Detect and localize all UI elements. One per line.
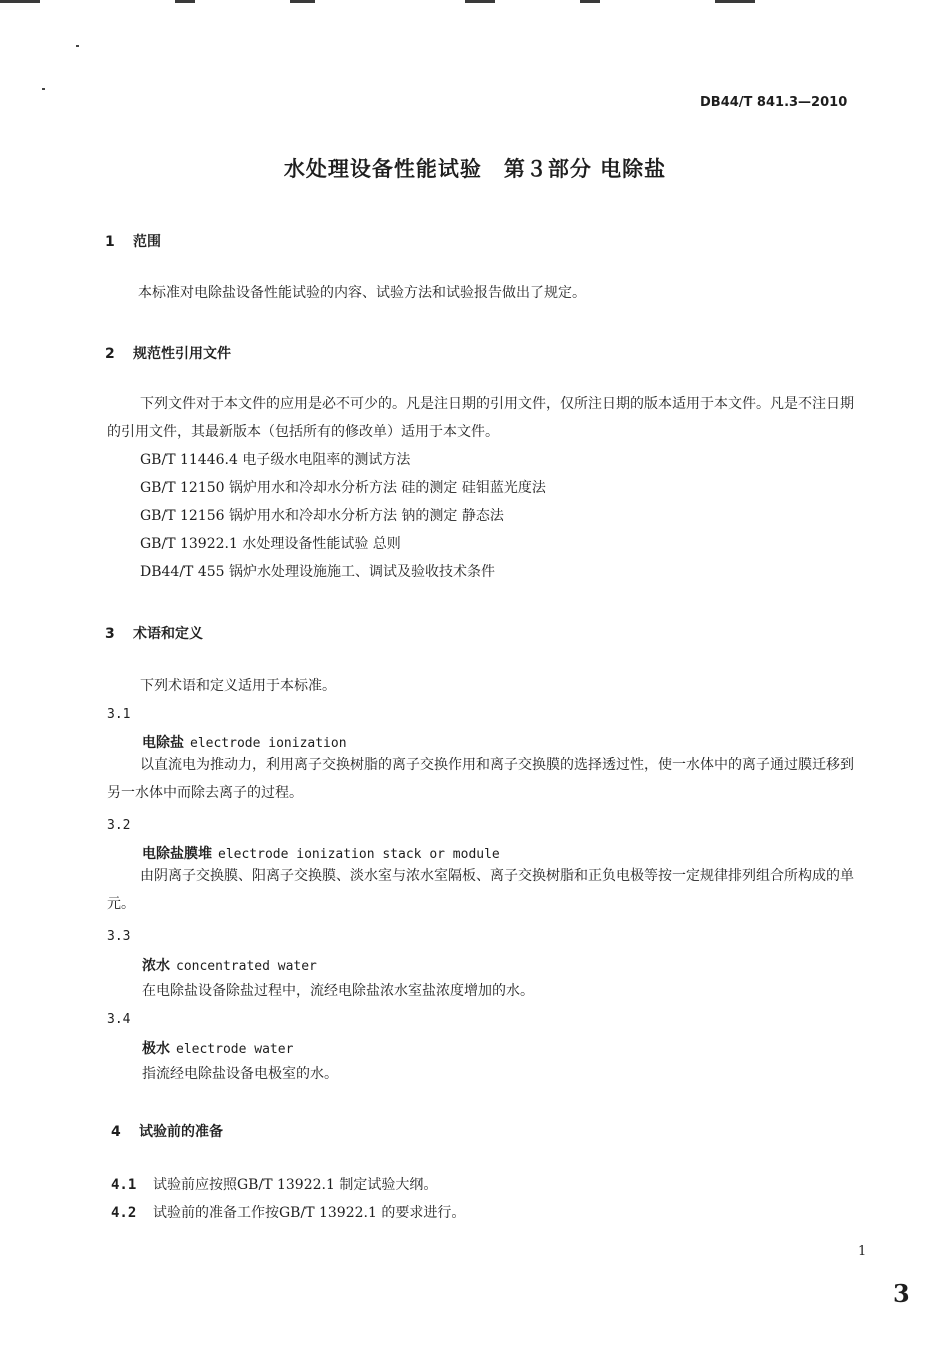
term-definition: 由阴离子交换膜、阳离子交换膜、淡水室与浓水室隔板、离子交换树脂和正负电极等按一定规律排列组合所构成的单元。 bbox=[107, 868, 854, 912]
section-number: 4 bbox=[111, 1124, 121, 1140]
section-number: 3 bbox=[105, 626, 115, 642]
section-number: 1 bbox=[105, 234, 115, 250]
section-2-heading bbox=[105, 343, 231, 363]
term-definition: 指流经电除盐设备电极室的水。 bbox=[142, 1066, 338, 1082]
section-title: 试验前的准备 bbox=[139, 1124, 223, 1140]
scan-speck bbox=[42, 88, 45, 90]
term-title bbox=[142, 1038, 293, 1058]
term-title bbox=[142, 955, 317, 975]
term-definition: 以直流电为推动力，利用离子交换树脂的离子交换作用和离子交换膜的选择透过性，使一水体中的离子通过膜迁移到另一水体中而除去离子的过程。 bbox=[107, 757, 854, 801]
term-title bbox=[142, 732, 347, 752]
section-title: 规范性引用文件 bbox=[133, 346, 231, 362]
section-1-text: 本标准对电除盐设备性能试验的内容、试验方法和试验报告做出了规定。 bbox=[138, 285, 586, 301]
scan-speck bbox=[76, 45, 79, 47]
term-cn: 极水 bbox=[142, 1041, 170, 1057]
term-en: electrode ionization stack or module bbox=[218, 847, 500, 862]
term-number: 3.3 bbox=[107, 929, 131, 944]
section-title: 术语和定义 bbox=[133, 626, 203, 642]
section-3-heading bbox=[105, 623, 203, 643]
section-3-intro: 下列术语和定义适用于本标准。 bbox=[140, 678, 336, 694]
document-id: DB44/T 841.3—2010 bbox=[700, 95, 848, 110]
reference-item: GB/T 13922.1 水处理设备性能试验 总则 bbox=[140, 536, 401, 552]
term-cn: 浓水 bbox=[142, 958, 170, 974]
page-number: 1 bbox=[858, 1244, 867, 1259]
term-en: concentrated water bbox=[176, 959, 317, 974]
section-number: 2 bbox=[105, 346, 115, 362]
page-title: 水处理设备性能试验 第３部分 电除盐 bbox=[283, 157, 667, 181]
term-number: 3.1 bbox=[107, 707, 131, 722]
term-cn: 电除盐膜堆 bbox=[142, 846, 212, 862]
clause-number: 4.1 bbox=[111, 1177, 137, 1193]
term-title bbox=[142, 843, 500, 863]
term-en: electrode water bbox=[176, 1042, 294, 1057]
clause-number: 4.2 bbox=[111, 1205, 137, 1221]
section-1-heading bbox=[105, 231, 161, 251]
term-number: 3.4 bbox=[107, 1012, 131, 1027]
section-title: 范围 bbox=[133, 234, 161, 250]
reference-item: GB/T 12150 锅炉用水和冷却水分析方法 硅的测定 硅钼蓝光度法 bbox=[140, 480, 546, 496]
clause-text: 试验前的准备工作按GB/T 13922.1 的要求进行。 bbox=[153, 1205, 466, 1221]
reference-item: GB/T 11446.4 电子级水电阻率的测试方法 bbox=[140, 452, 411, 468]
scan-edge-marks bbox=[0, 0, 950, 4]
reference-item: DB44/T 455 锅炉水处理设施施工、调试及验收技术条件 bbox=[140, 564, 496, 580]
clause-text: 试验前应按照GB/T 13922.1 制定试验大纲。 bbox=[153, 1177, 438, 1193]
term-number: 3.2 bbox=[107, 818, 131, 833]
section-4-heading bbox=[111, 1121, 223, 1141]
reference-item: GB/T 12156 锅炉用水和冷却水分析方法 钠的测定 静态法 bbox=[140, 508, 504, 524]
scan-page-number: 3 bbox=[893, 1279, 910, 1308]
term-en: electrode ionization bbox=[190, 736, 347, 751]
term-cn: 电除盐 bbox=[142, 735, 184, 751]
section-2-intro: 下列文件对于本文件的应用是必不可少的。凡是注日期的引用文件，仅所注日期的版本适用于本文件。凡是不注日期的引用文件，其最新版本（包括所有的修改单）适用于本文件。 bbox=[107, 396, 854, 440]
term-definition: 在电除盐设备除盐过程中，流经电除盐浓水室盐浓度增加的水。 bbox=[142, 983, 534, 999]
clause-4-1 bbox=[111, 1174, 437, 1194]
clause-4-2 bbox=[111, 1202, 465, 1222]
